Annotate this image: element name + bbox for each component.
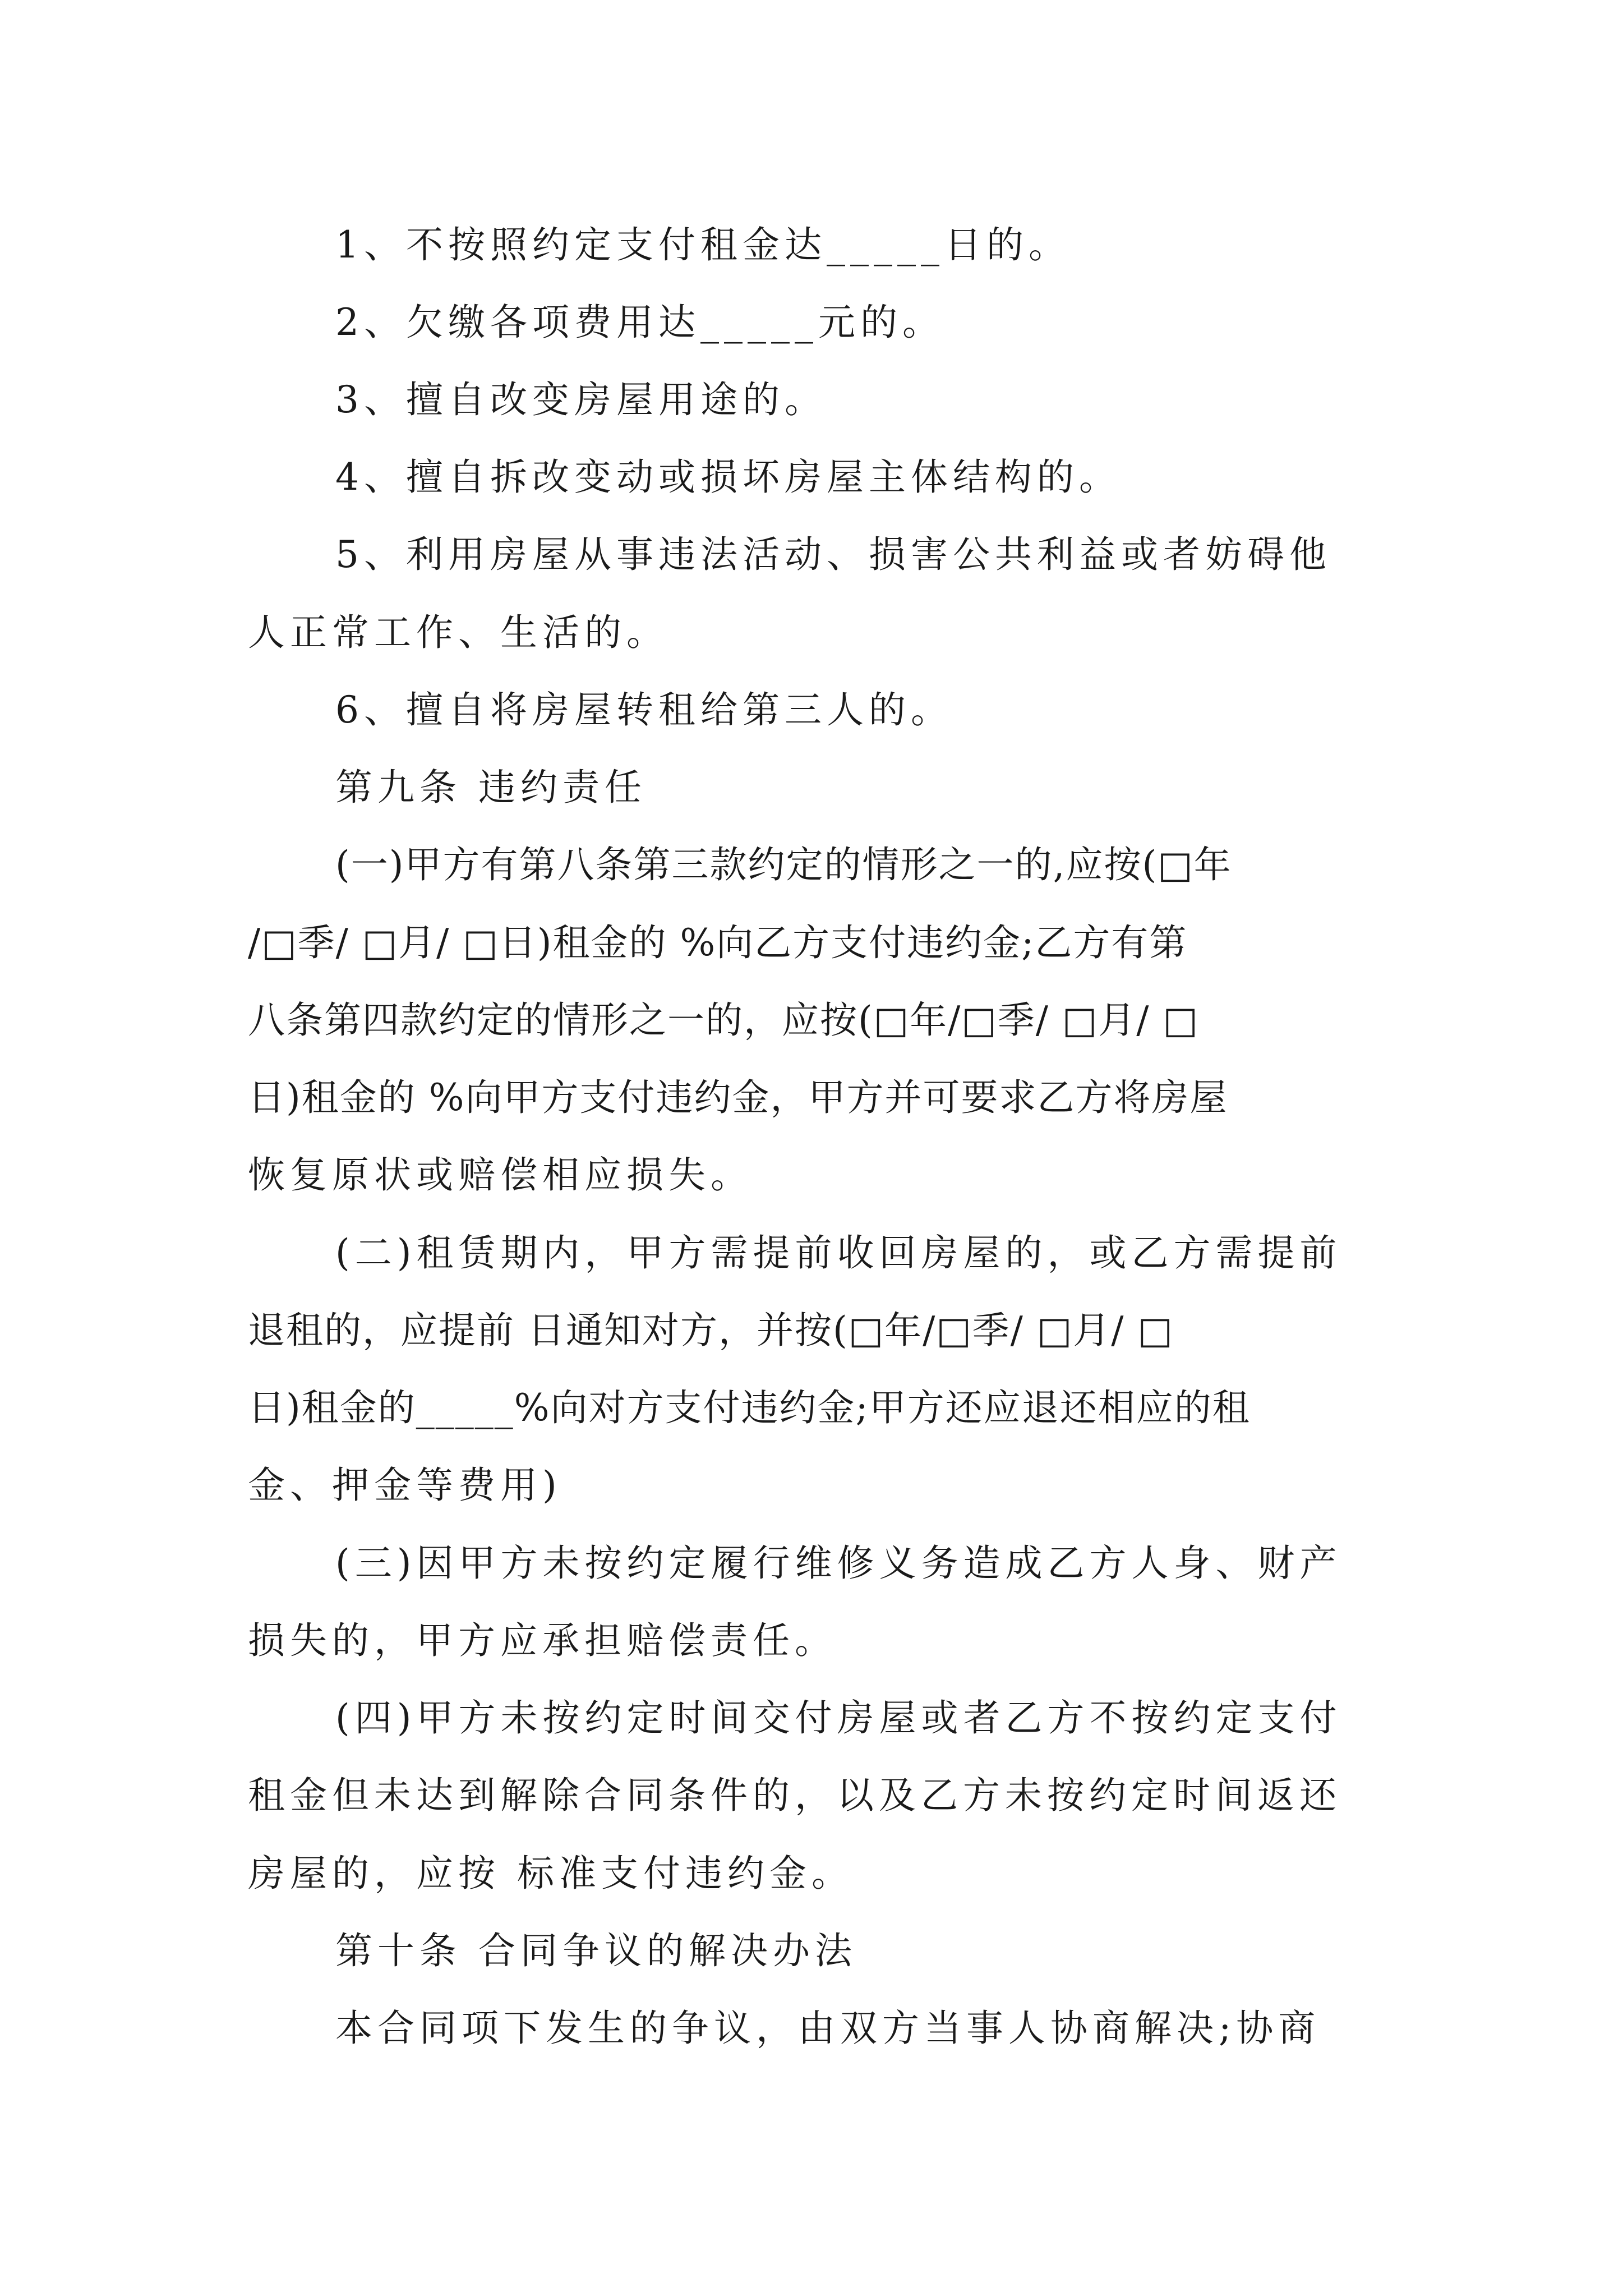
clause-9-heading: 第九条 违约责任 — [335, 766, 647, 809]
clause-9-para-4-line-3: 房屋的，应按 标准支付违约金。 — [248, 1852, 854, 1895]
clause-9-para-2-line-2: 退租的，应提前 日通知对方，并按(□年/□季/ □月/ □ — [248, 1309, 1174, 1352]
clause-9-para-1-line-3: 八条第四款约定的情形之一的，应按(□年/□季/ □月/ □ — [248, 999, 1199, 1042]
clause-10-para-1-line-1: 本合同项下发生的争议，由双方当事人协商解决;协商 — [335, 2007, 1321, 2050]
clause-8-item-1: 1、不按照约定支付租金达_____日的。 — [335, 223, 1071, 266]
clause-8-item-6: 6、擅自将房屋转租给第三人的。 — [335, 688, 953, 731]
clause-9-para-1-line-4: 日)租金的 %向甲方支付违约金，甲方并可要求乙方将房屋 — [248, 1076, 1228, 1119]
clause-9-para-1-line-1: (一)甲方有第八条第三款约定的情形之一的,应按(□年 — [335, 843, 1232, 886]
clause-10-heading: 第十条 合同争议的解决办法 — [335, 1929, 857, 1972]
clause-9-para-3-line-2: 损失的，甲方应承担赔偿责任。 — [248, 1619, 837, 1662]
clause-8-item-4: 4、擅自拆改变动或损坏房屋主体结构的。 — [335, 455, 1121, 499]
clause-8-item-3: 3、擅自改变房屋用途的。 — [335, 378, 827, 421]
clause-9-para-1-line-2: /□季/ □月/ □日)租金的 %向乙方支付违约金;乙方有第 — [248, 921, 1188, 964]
clause-8-item-5-line-2: 人正常工作、生活的。 — [248, 611, 668, 654]
clause-8-item-5-line-1: 5、利用房屋从事违法活动、损害公共利益或者妨碍他 — [335, 533, 1331, 576]
clause-9-para-2-line-1: (二)租赁期内，甲方需提前收回房屋的，或乙方需提前 — [335, 1231, 1342, 1274]
clause-9-para-4-line-1: (四)甲方未按约定时间交付房屋或者乙方不按约定支付 — [335, 1696, 1342, 1740]
clause-9-para-2-line-4: 金、押金等费用) — [248, 1464, 562, 1507]
clause-8-item-2: 2、欠缴各项费用达_____元的。 — [335, 301, 944, 344]
clause-9-para-2-line-3: 日)租金的_____%向对方支付违约金;甲方还应退还相应的租 — [248, 1386, 1251, 1429]
clause-9-para-4-line-2: 租金但未达到解除合同条件的，以及乙方未按约定时间返还 — [248, 1774, 1341, 1817]
clause-9-para-1-line-5: 恢复原状或赔偿相应损失。 — [248, 1153, 753, 1197]
clause-9-para-3-line-1: (三)因甲方未按约定履行维修义务造成乙方人身、财产 — [335, 1542, 1342, 1585]
